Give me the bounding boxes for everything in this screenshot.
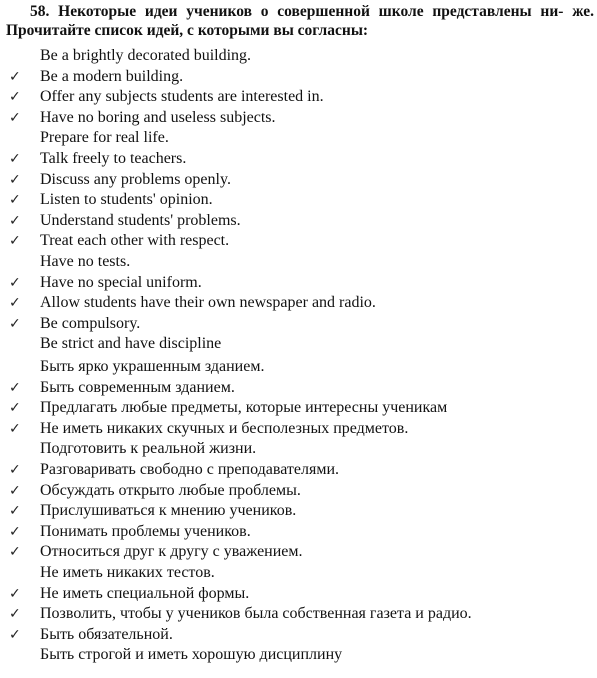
checkmark-icon: ✓: [9, 461, 21, 478]
checkmark-icon: ✓: [9, 89, 21, 106]
russian-idea-item: [0, 604, 597, 625]
english-idea-item: [0, 273, 597, 294]
checkmark-icon: ✓: [9, 379, 21, 396]
english-idea-item-text: Be strict and have discipline: [40, 335, 222, 353]
english-ideas-list: [0, 46, 597, 355]
english-idea-item-text: Prepare for real life.: [40, 129, 169, 147]
russian-idea-item-text: Быть строгой и иметь хорошую дисциплину: [40, 646, 343, 664]
russian-idea-item-text: Относиться друг к другу с уважением.: [40, 543, 303, 561]
russian-idea-item-text: Не иметь никаких скучных и бесполезных предметов.: [40, 419, 409, 437]
english-idea-item: [0, 67, 597, 88]
english-idea-item-text: Offer any subjects students are interested in.: [40, 88, 324, 106]
english-idea-item-text: Have no special uniform.: [40, 273, 202, 291]
english-idea-item-text: Talk freely to teachers.: [40, 149, 187, 167]
checkmark-icon: ✓: [9, 233, 21, 250]
english-idea-item: [0, 108, 597, 129]
russian-idea-item: [0, 419, 597, 440]
english-idea-item: [0, 128, 597, 149]
checkmark-icon: ✓: [9, 544, 21, 561]
checkmark-icon: ✓: [9, 150, 21, 167]
checkmark-icon: ✓: [9, 192, 21, 209]
checkmark-icon: ✓: [9, 109, 21, 126]
russian-idea-item: [0, 501, 597, 522]
checkmark-icon: ✓: [9, 295, 21, 312]
checkmark-icon: ✓: [9, 606, 21, 623]
english-idea-item: [0, 149, 597, 170]
checkmark-icon: ✓: [9, 626, 21, 643]
english-idea-item: [0, 293, 597, 314]
checkmark-icon: ✓: [9, 585, 21, 602]
russian-idea-item: [0, 378, 597, 399]
russian-idea-item: [0, 481, 597, 502]
checkmark-icon: ✓: [9, 400, 21, 417]
russian-idea-item-text: Разговаривать свободно с преподавателями.: [40, 460, 340, 478]
russian-idea-item: [0, 563, 597, 584]
instruction-line-2: же. Прочитайте список идей, с которыми вы согласны:: [6, 3, 595, 39]
checkmark-icon: ✓: [9, 315, 21, 332]
english-idea-item-text: Discuss any problems openly.: [40, 170, 231, 188]
english-idea-item-text: Allow students have their own newspaper and radio.: [40, 294, 376, 312]
english-idea-item: [0, 334, 597, 355]
russian-idea-item: [0, 584, 597, 605]
russian-idea-item: [0, 398, 597, 419]
english-idea-item-text: Be a brightly decorated building.: [40, 47, 252, 64]
russian-idea-item-text: Быть современным зданием.: [40, 378, 235, 396]
english-idea-item: [0, 190, 597, 211]
russian-idea-item-text: Обсуждать открыто любые проблемы.: [40, 481, 301, 499]
english-idea-item-text: Treat each other with respect.: [40, 232, 230, 250]
english-idea-item: [0, 87, 597, 108]
russian-idea-item-text: Подготовить к реальной жизни.: [40, 440, 257, 458]
russian-idea-item-text: Предлагать любые предметы, которые интересны ученикам: [40, 399, 448, 417]
exercise-number: 58.: [30, 3, 50, 20]
english-idea-item-text: Listen to students' opinion.: [40, 191, 213, 209]
english-idea-item-text: Have no boring and useless subjects.: [40, 108, 276, 126]
checkmark-icon: ✓: [9, 523, 21, 540]
english-idea-item-text: Be a modern building.: [40, 67, 184, 85]
russian-idea-item: [0, 439, 597, 460]
checkmark-icon: ✓: [9, 171, 21, 188]
russian-idea-item: [0, 522, 597, 543]
checkmark-icon: ✓: [9, 212, 21, 229]
english-idea-item: [0, 231, 597, 252]
checkmark-icon: ✓: [9, 420, 21, 437]
russian-idea-item-text: Быть обязательной.: [40, 625, 173, 643]
russian-idea-item: [0, 357, 597, 378]
checkmark-icon: ✓: [9, 68, 21, 85]
russian-idea-item: [0, 460, 597, 481]
english-idea-item: [0, 211, 597, 232]
english-idea-item: [0, 252, 597, 273]
russian-idea-item: [0, 625, 597, 646]
checkmark-icon: ✓: [9, 274, 21, 291]
instruction-line-1: Некоторые идеи учеников о совершенной школе представлены ни-: [58, 3, 564, 20]
english-idea-item-text: Have no tests.: [40, 252, 131, 270]
checkmark-icon: ✓: [9, 503, 21, 520]
checkmark-icon: ✓: [9, 482, 21, 499]
russian-idea-item-text: Прислушиваться к мнению учеников.: [40, 502, 297, 520]
russian-idea-item: [0, 542, 597, 563]
english-idea-item-text: Be compulsory.: [40, 314, 141, 332]
english-idea-item: [0, 314, 597, 335]
russian-idea-item: [0, 645, 597, 666]
russian-idea-item-text: Позволить, чтобы у учеников была собственная газета и радио.: [40, 605, 472, 623]
english-idea-item-text: Understand students' problems.: [40, 211, 241, 229]
russian-idea-item-text: Быть ярко украшенным зданием.: [40, 358, 265, 375]
russian-ideas-list: [0, 357, 597, 666]
english-idea-item: [0, 170, 597, 191]
russian-idea-item-text: Не иметь никаких тестов.: [40, 563, 215, 581]
exercise-instruction: [6, 2, 594, 40]
russian-idea-item-text: Понимать проблемы учеников.: [40, 522, 251, 540]
russian-idea-item-text: Не иметь специальной формы.: [40, 584, 250, 602]
english-idea-item: [0, 46, 597, 67]
